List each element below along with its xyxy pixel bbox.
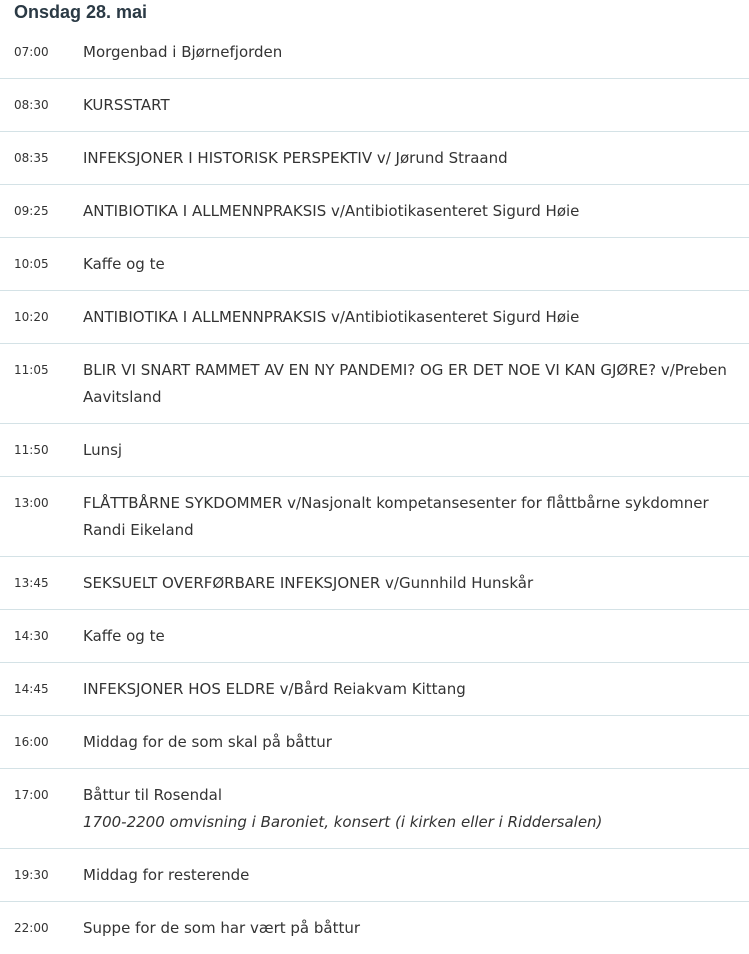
schedule-content: [83, 198, 749, 225]
schedule-content: [83, 145, 749, 172]
schedule-time: 13:45: [14, 576, 49, 590]
schedule-note: 1700-2200 omvisning i Baroniet, konsert (i kirken eller i Riddersalen): [83, 813, 603, 831]
schedule-row: [0, 716, 749, 769]
schedule-time: 09:25: [14, 204, 49, 218]
schedule-title: INFEKSJONER I HISTORISK PERSPEKTIV v/ Jørund Straand: [83, 149, 508, 167]
schedule-title: ANTIBIOTIKA I ALLMENNPRAKSIS v/Antibiotikasenteret Sigurd Høie: [83, 308, 580, 326]
schedule-time: 14:30: [14, 629, 49, 643]
schedule-time: 11:05: [14, 363, 49, 377]
schedule-time: 16:00: [14, 735, 49, 749]
schedule-title: Middag for de som skal på båttur: [83, 733, 332, 751]
schedule-row: [0, 79, 749, 132]
schedule-row: [0, 424, 749, 477]
schedule-title: Morgenbad i Bjørnefjorden: [83, 43, 283, 61]
schedule-row: [0, 902, 749, 954]
schedule-row: [0, 344, 749, 424]
schedule-row: [0, 26, 749, 79]
schedule-time: 14:45: [14, 682, 49, 696]
schedule-time: 13:00: [14, 496, 49, 510]
schedule-time: 11:50: [14, 443, 49, 457]
schedule-row: [0, 849, 749, 902]
schedule-title: BLIR VI SNART RAMMET AV EN NY PANDEMI? OG ER DET NOE VI KAN GJØRE? v/Preben Aavitsland: [83, 361, 727, 406]
schedule-title: SEKSUELT OVERFØRBARE INFEKSJONER v/Gunnhild Hunskår: [83, 574, 534, 592]
schedule-content: [83, 304, 749, 331]
schedule-content: [83, 92, 749, 119]
schedule-title: Kaffe og te: [83, 627, 165, 645]
schedule-content: [83, 490, 749, 544]
schedule-title: Middag for resterende: [83, 866, 250, 884]
schedule-row: [0, 132, 749, 185]
schedule-row: [0, 769, 749, 849]
schedule-title: Lunsj: [83, 441, 123, 459]
schedule-time: 07:00: [14, 45, 49, 59]
schedule-content: [83, 437, 749, 464]
schedule-content: [83, 251, 749, 278]
schedule-title: ANTIBIOTIKA I ALLMENNPRAKSIS v/Antibiotikasenteret Sigurd Høie: [83, 202, 580, 220]
schedule-time: 10:05: [14, 257, 49, 271]
schedule-row: [0, 610, 749, 663]
schedule-content: [83, 915, 749, 942]
schedule-time: 08:35: [14, 151, 49, 165]
schedule-time: 10:20: [14, 310, 49, 324]
schedule-row: [0, 557, 749, 610]
schedule-row: [0, 185, 749, 238]
schedule-content: [83, 782, 749, 836]
schedule-time: 17:00: [14, 788, 49, 802]
schedule-row: [0, 238, 749, 291]
schedule-title: Suppe for de som har vært på båttur: [83, 919, 361, 937]
schedule-title: Båttur til Rosendal: [83, 786, 223, 804]
schedule-row: [0, 477, 749, 557]
schedule-content: [83, 729, 749, 756]
schedule-content: [83, 357, 749, 411]
schedule-row: [0, 291, 749, 344]
schedule-title: INFEKSJONER HOS ELDRE v/Bård Reiakvam Kittang: [83, 680, 466, 698]
schedule-time: 19:30: [14, 868, 49, 882]
schedule-row: [0, 663, 749, 716]
schedule-time: 08:30: [14, 98, 49, 112]
schedule-content: [83, 39, 749, 66]
schedule-content: [83, 623, 749, 650]
schedule-list: [0, 26, 749, 954]
schedule-time: 22:00: [14, 921, 49, 935]
schedule-content: [83, 676, 749, 703]
schedule-content: [83, 862, 749, 889]
day-heading: Onsdag 28. mai: [14, 2, 148, 22]
schedule-title: FLÅTTBÅRNE SYKDOMMER v/Nasjonalt kompetansesenter for flåttbårne sykdomner Randi Eikeland: [83, 494, 709, 539]
schedule-title: Kaffe og te: [83, 255, 165, 273]
schedule-content: [83, 570, 749, 597]
schedule-title: KURSSTART: [83, 96, 170, 114]
